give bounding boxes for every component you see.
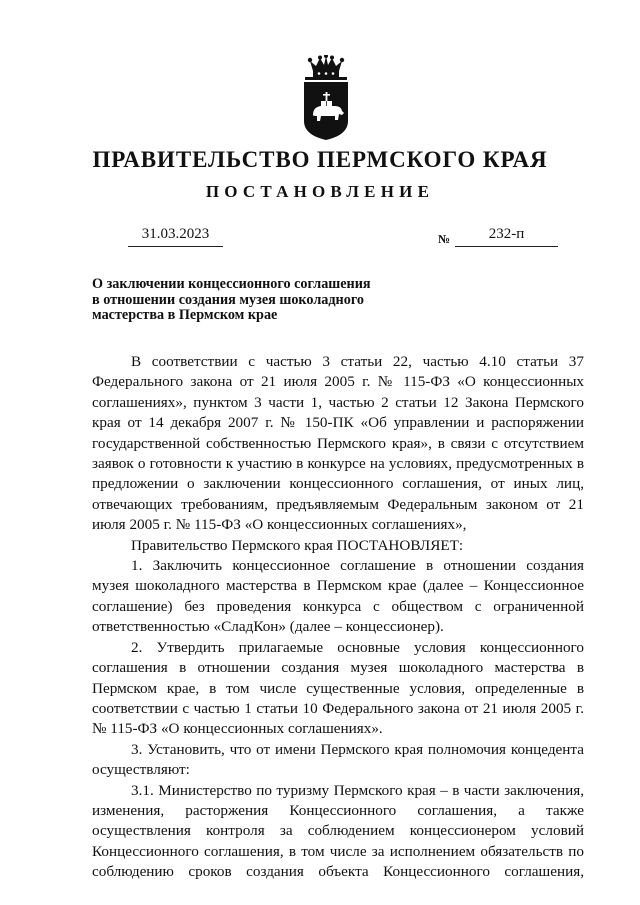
document-body bbox=[92, 352, 584, 883]
subject-line: в отношении создания музея шоколадного bbox=[92, 291, 364, 308]
body-paragraph: 1. Заключить концессионное соглашение в отношении создания музея шоколадного мастерства в Пермском крае (далее – Концессионное соглашение) без проведения конкурса с обществом с ограниченной ответственностью «СладКон» (далее – концессионер). bbox=[92, 557, 584, 636]
subject-line: мастерства в Пермском крае bbox=[92, 307, 278, 323]
document-date: 31.03.2023 bbox=[128, 226, 223, 247]
body-paragraph: 3. Установить, что от имени Пермского края полномочия концедента осуществляют: bbox=[92, 740, 584, 779]
body-paragraph: Правительство Пермского края ПОСТАНОВЛЯЕТ: bbox=[131, 536, 464, 554]
perm-krai-coat-of-arms-icon bbox=[299, 55, 353, 141]
document-type: ПОСТАНОВЛЕНИЕ bbox=[205, 182, 435, 201]
number-sign: № bbox=[438, 232, 451, 246]
body-paragraph: В соответствии с частью 3 статьи 22, частью 4.10 статьи 37 Федерального закона от 21 июля 2005 г. № 115-ФЗ «О концессионных соглашениях», пунктом 3 части 1, частью 2 статьи 12 Закона Пермского края от 14 декабря 2007 г. № 150-ПК «Об управлении и распоряжении государственной собственностью Пермского края», в связи с отсутствием заявок о готовности к участию в конкурсе на условиях, предусмотренных в предложении о заключении концессионного соглашения, от иных лиц, отвечающих требованиям, предъявляемым Федеральным законом от 21 июля 2005 г. № 115-ФЗ «О концессионных соглашениях», bbox=[92, 353, 584, 534]
body-paragraph: 2. Утвердить прилагаемые основные условия концессионного соглашения в отношении создания музея шоколадного мастерства в Пермском крае, в том числе существенные условия, определенные в соответствии с частью 1 статьи 10 Федерального закона от 21 июля 2005 г. № 115-ФЗ «О концессионных соглашениях». bbox=[92, 638, 584, 738]
organization-title: ПРАВИТЕЛЬСТВО ПЕРМСКОГО КРАЯ bbox=[92, 147, 548, 172]
body-paragraph: 3.1. Министерство по туризму Пермского края – в части заключения, изменения, расторжения Концессионного соглашения, а также осуществления контроля за соблюдением концессионером условий Концессионного соглашения, в том числе за исполнением обязательств по соблюдению сроков создания объекта Концессионного соглашения, bbox=[92, 781, 584, 881]
document-number: 232-п bbox=[455, 226, 558, 247]
document-subject bbox=[92, 277, 371, 324]
subject-line: О заключении концессионного соглашения bbox=[92, 276, 371, 292]
